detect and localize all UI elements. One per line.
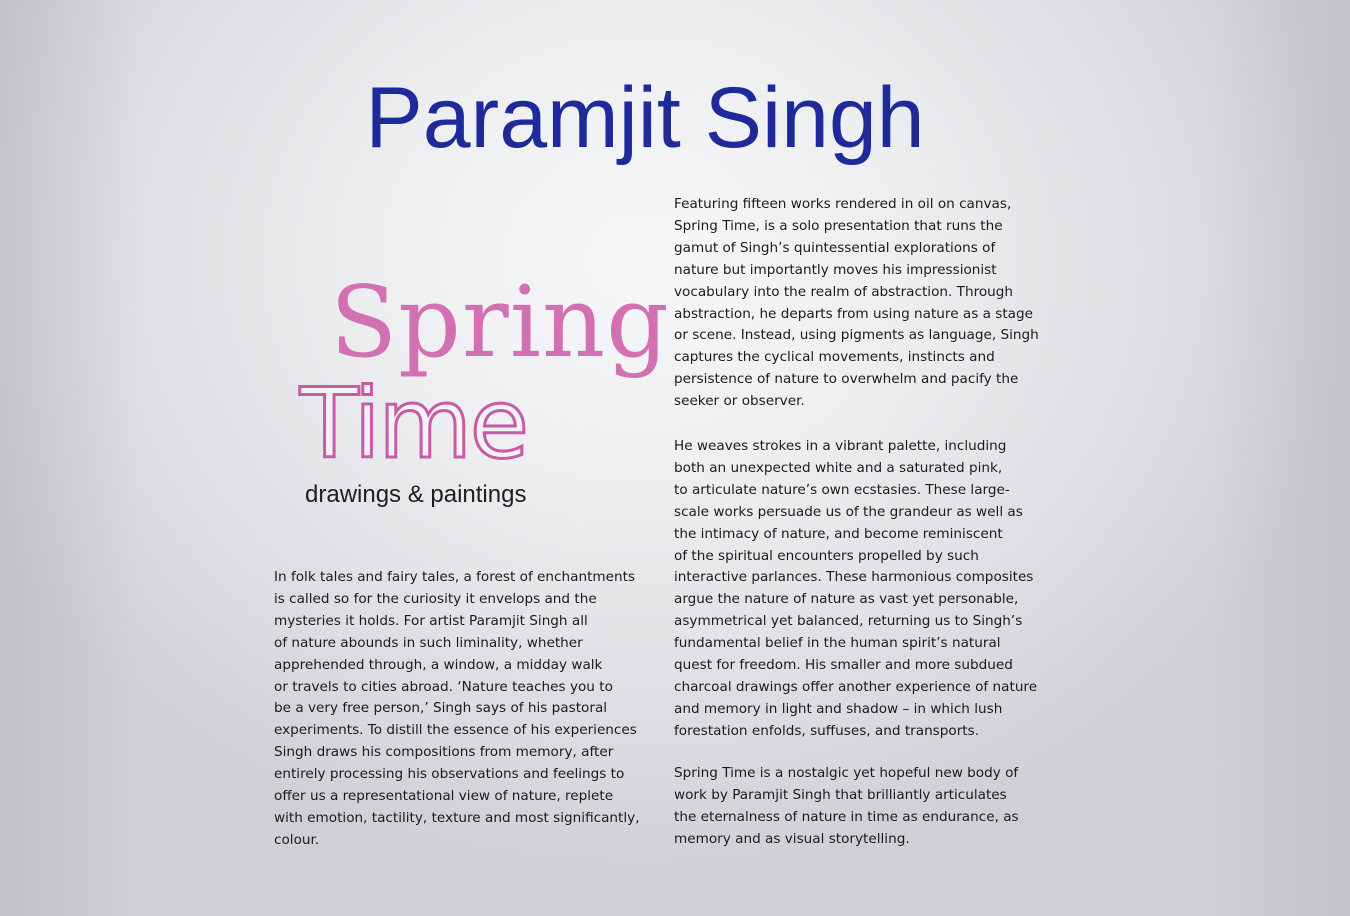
text-block-right-3 xyxy=(674,763,1019,851)
text-line: Spring Time is a nostalgic yet hopeful new body of xyxy=(674,765,1019,781)
text-line: interactive parlances. These harmonious composites xyxy=(674,569,1034,586)
text-line: captures the cyclical movements, instincts and xyxy=(674,349,995,366)
text-line: or scene. Instead, using pigments as language, Singh xyxy=(674,327,1039,344)
text-line: vocabulary into the realm of abstraction. Through xyxy=(674,283,1014,300)
text-block-right-2 xyxy=(674,436,1037,743)
text-line: colour. xyxy=(274,831,320,848)
text-line: nature but importantly moves his impressionist xyxy=(674,261,997,278)
text-line: apprehended through, a window, a midday walk xyxy=(274,656,603,673)
text-line: or travels to cities abroad. ‘Nature teaches you to xyxy=(274,678,613,695)
text-line: both an unexpected white and a saturated pink, xyxy=(674,459,1003,476)
text-line: quest for freedom. His smaller and more subdued xyxy=(674,657,1013,674)
text-line: with emotion, tactility, texture and most significantly, xyxy=(274,809,640,826)
text-block-right-1 xyxy=(674,194,1039,413)
text-line: forestation enfolds, suffuses, and transports. xyxy=(674,722,980,739)
text-line: mysteries it holds. For artist Paramjit Singh all xyxy=(274,612,588,629)
artist-name-heading: Paramjit Singh xyxy=(365,70,925,166)
exhibition-subtitle: drawings & paintings xyxy=(305,481,527,508)
text-line: the intimacy of nature, and become reminiscent xyxy=(674,525,1003,542)
text-line: gamut of Singh’s quintessential explorations of xyxy=(674,239,996,256)
text-line: experiments. To distill the essence of his experiences xyxy=(274,722,637,739)
text-line: abstraction, he departs from using nature as a stage xyxy=(674,305,1033,322)
text-line: Spring Time, is a solo presentation that runs the xyxy=(674,217,1003,234)
text-line: memory and as visual storytelling. xyxy=(674,830,910,847)
text-line: Singh draws his compositions from memory, after xyxy=(274,744,614,761)
text-line: be a very free person,’ Singh says of his pastoral xyxy=(274,700,608,717)
text-line: of nature abounds in such liminality, whether xyxy=(274,634,583,651)
text-line: scale works persuade us of the grandeur as well as xyxy=(674,503,1023,520)
text-line: the eternalness of nature in time as endurance, as xyxy=(674,808,1019,825)
text-line: fundamental belief in the human spirit’s natural xyxy=(674,635,1001,652)
text-line: charcoal drawings offer another experience of nature xyxy=(674,678,1038,695)
text-line: is called so for the curiosity it envelops and the xyxy=(274,590,597,607)
text-line: and memory in light and shadow – in which lush xyxy=(674,700,1003,717)
text-line: He weaves strokes in a vibrant palette, including xyxy=(674,438,1007,454)
text-block-left xyxy=(274,567,640,852)
exhibition-title-spring: Spring xyxy=(330,266,670,380)
text-line: argue the nature of nature as vast yet personable, xyxy=(674,591,1019,608)
text-line: entirely processing his observations and feelings to xyxy=(274,766,625,783)
text-line: persistence of nature to overwhelm and pacify the xyxy=(674,371,1019,388)
exhibition-title-time: Time xyxy=(300,368,527,480)
text-line: Featuring fifteen works rendered in oil on canvas, xyxy=(674,196,1012,212)
text-line: to articulate nature’s own ecstasies. These large- xyxy=(674,481,1010,498)
text-line: asymmetrical yet balanced, returning us to Singh’s xyxy=(674,613,1023,630)
text-line: offer us a representational view of nature, replete xyxy=(274,788,614,805)
text-line: of the spiritual encounters propelled by such xyxy=(674,547,979,564)
text-line: work by Paramjit Singh that brilliantly articulates xyxy=(674,786,1007,803)
text-line: In folk tales and fairy tales, a forest of enchantments xyxy=(274,569,636,585)
text-line: seeker or observer. xyxy=(674,393,805,410)
